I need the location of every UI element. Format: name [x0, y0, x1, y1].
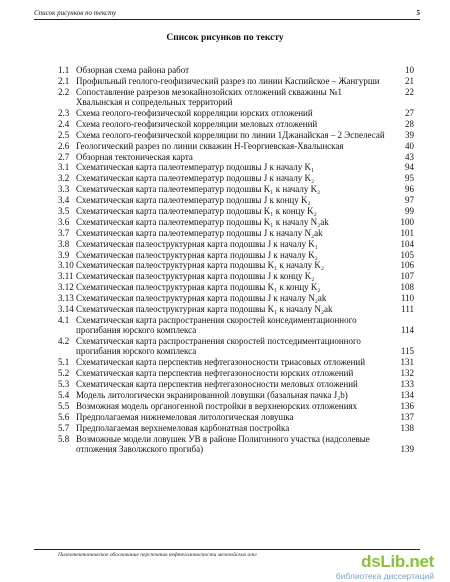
entry-number: 2.7 [58, 151, 70, 162]
entry-number: 5.3 [58, 379, 70, 390]
entry-number: 5.4 [58, 389, 70, 400]
entry-number: 3.12 [58, 282, 74, 293]
toc-entry [58, 119, 414, 129]
entry-number: 1.1 [58, 65, 70, 75]
entry-page: 131 [400, 357, 414, 368]
entry-title: Профильный геолого-геофизический разрез по линии Каспийское – Жангурши [76, 75, 380, 86]
running-footer: Палеотектоническое обоснование перспектив нефтегазоносности мезозойских отл [58, 552, 257, 558]
watermark [361, 552, 434, 572]
entry-title: Схематическая палеоструктурная карта подошвы J к началу K₁ [76, 238, 318, 249]
entry-number: 3.8 [58, 238, 70, 249]
entry-page: 21 [405, 75, 414, 86]
entry-page: 136 [400, 400, 414, 411]
entry-number: 4.2 [58, 336, 70, 347]
entry-title: Схематическая палеоструктурная карта подошвы J к концу K₂ [76, 271, 315, 282]
entry-title: Схематическая палеоструктурная карта подошвы K₁ к началу K₂ [76, 260, 325, 271]
toc-entry [58, 434, 414, 455]
toc-entry [58, 423, 414, 433]
entry-page: 94 [405, 162, 414, 173]
entry-number: 3.9 [58, 249, 70, 260]
entry-page: 110 [400, 293, 414, 304]
toc-entry [58, 141, 414, 151]
entry-page: 10 [405, 65, 414, 75]
entry-title: Схематическая палеоструктурная карта подошвы K₁ к началу N₂ak [76, 304, 333, 314]
entry-page: 28 [405, 118, 414, 129]
entry-title: Предполагаемая верхнемеловая карбонатная постройка [76, 422, 290, 433]
toc-entry [58, 76, 414, 86]
entry-number: 3.2 [58, 173, 70, 184]
toc-entry [58, 228, 414, 238]
entry-number: 3.14 [58, 304, 74, 314]
toc-entry [58, 108, 414, 118]
entry-page: 40 [405, 140, 414, 151]
toc-entry [58, 315, 414, 336]
entry-title: Геологический разрез по линии скважин Н-Георгиевская-Хвалынская [76, 140, 344, 151]
entry-page: 115 [400, 346, 414, 357]
toc-entry [58, 239, 414, 249]
entry-title: Схематическая карта палеотемператур подошвы K₁ к началу N₂ak [76, 216, 329, 227]
entry-page: 114 [400, 325, 414, 336]
entry-number: 5.5 [58, 400, 70, 411]
entry-number: 3.7 [58, 227, 70, 238]
watermark-subtitle: библиотека диссертаций [335, 571, 434, 581]
toc-entry [58, 260, 414, 270]
entry-number: 4.1 [58, 314, 70, 325]
footer-divider [34, 549, 420, 550]
entry-title: Возможные модели ловушек УВ в районе Полигонного участка (надсолевые отложения Заволжского прогиба) [76, 433, 370, 454]
watermark-logo: dsLib.net [361, 552, 434, 571]
entry-number: 5.7 [58, 422, 70, 433]
toc-entry [58, 282, 414, 292]
entry-page: 43 [405, 151, 414, 162]
entry-number: 3.4 [58, 195, 70, 206]
entry-title: Схема геолого-геофизической корреляции меловых отложений [76, 118, 318, 129]
entry-number: 3.5 [58, 205, 70, 216]
toc-entry [58, 379, 414, 389]
entry-page: 104 [400, 238, 414, 249]
entry-page: 97 [405, 195, 414, 206]
entry-title: Сопоставление разрезов мезокайнозойских отложений скважины №1 Хвалынская и сопредельных территорий [76, 86, 343, 108]
entry-page: 137 [400, 411, 414, 422]
entry-number: 3.13 [58, 293, 74, 304]
toc-entry [58, 87, 414, 108]
toc-entry [58, 401, 414, 411]
toc-entry [58, 184, 414, 194]
entry-title: Схематическая палеоструктурная карта подошвы J к началу N₂ak [76, 293, 327, 304]
toc-entry [58, 390, 414, 400]
entry-number: 2.1 [58, 75, 70, 86]
entry-number: 2.4 [58, 118, 70, 129]
entry-page: 27 [405, 107, 414, 118]
entry-title: Схематическая карта перспектив нефтегазоносности триасовых отложений [76, 357, 366, 368]
entry-title: Схематическая карта перспектив нефтегазоносности юрских отложений [76, 368, 354, 379]
toc-entry [58, 250, 414, 260]
entry-number: 5.6 [58, 411, 70, 422]
toc-entry [58, 412, 414, 422]
toc-entry [58, 195, 414, 205]
toc-entry [58, 206, 414, 216]
toc-entry [58, 217, 414, 227]
toc-entry [58, 162, 414, 172]
toc-entry [58, 368, 414, 378]
toc-entry [58, 152, 414, 162]
running-title: Список рисунков по тексту [34, 9, 117, 17]
entry-title: Схематическая карта палеотемператур подошвы K₁ к концу K₂ [76, 205, 317, 216]
entry-number: 3.11 [58, 271, 74, 282]
entry-title: Схема геолого-геофизической корреляции по линии 1Джанайская – 2 Эспелесай [76, 129, 385, 140]
toc-entry [58, 357, 414, 367]
entry-number: 3.6 [58, 216, 70, 227]
entry-number: 2.5 [58, 129, 70, 140]
toc-entry [58, 304, 414, 314]
figure-list [58, 65, 414, 455]
entry-number: 3.3 [58, 184, 70, 195]
entry-number: 2.3 [58, 107, 70, 118]
entry-page: 101 [400, 227, 414, 238]
entry-page: 138 [400, 422, 414, 433]
entry-title: Схематическая карта палеотемператур подошвы J к концу K₂ [76, 195, 311, 206]
entry-page: 108 [400, 282, 414, 293]
entry-page: 132 [400, 368, 414, 379]
entry-page: 111 [401, 304, 414, 314]
entry-page: 105 [400, 249, 414, 260]
entry-title: Схематическая палеоструктурная карта подошвы J к началу K₂ [76, 249, 318, 260]
entry-page: 22 [405, 86, 414, 97]
entry-title: Схематическая карта распространения скоростей постседиментационного прогибания юрского комплекса [76, 336, 361, 357]
entry-page: 96 [405, 184, 414, 195]
entry-title: Обзорная схема района работ [76, 65, 190, 75]
entry-title: Схематическая карта перспектив нефтегазоносности меловых отложений [76, 379, 358, 390]
toc-entry [58, 130, 414, 140]
entry-title: Схематическая карта палеотемператур подошвы K₁ к началу K₂ [76, 184, 321, 195]
entry-page: 134 [400, 389, 414, 400]
running-header [34, 9, 420, 20]
page-title: Список рисунков по тексту [166, 33, 284, 43]
entry-title: Обзорная тектоническая карта [76, 151, 193, 162]
entry-number: 3.10 [58, 260, 74, 271]
toc-entry [58, 65, 414, 75]
entry-number: 2.2 [58, 86, 70, 97]
toc-entry [58, 336, 414, 357]
entry-title: Возможная модель органогенной постройки в верхнеюрских отложениях [76, 400, 358, 411]
entry-page: 133 [400, 379, 414, 390]
entry-page: 107 [400, 271, 414, 282]
entry-page: 95 [405, 173, 414, 184]
entry-title: Предполагаемая нижнемеловая литологическая ловушка [76, 411, 294, 422]
entry-number: 2.6 [58, 140, 70, 151]
entry-title: Схематическая карта распространения скоростей конседиментационного прогибания юрского комплекса [76, 314, 357, 336]
entry-title: Модель литологически экранированной ловушки (базальная пачка J₂b) [76, 389, 348, 400]
entry-title: Схематическая карта палеотемператур подошвы J к началу K₂ [76, 173, 315, 184]
toc-entry [58, 271, 414, 281]
entry-page: 99 [405, 205, 414, 216]
entry-title: Схематическая палеоструктурная карта подошвы K₁ к концу K₂ [76, 282, 321, 293]
entry-page: 100 [400, 216, 414, 227]
toc-entry [58, 293, 414, 303]
toc-entry [58, 173, 414, 183]
entry-title: Схема геолого-геофизической корреляции юрских отложений [76, 107, 313, 118]
entry-title: Схематическая карта палеотемператур подошвы J к началу K₁ [76, 162, 315, 173]
page-number: 5 [416, 9, 420, 17]
entry-number: 3.1 [58, 162, 70, 173]
entry-title: Схематическая карта палеотемператур подошвы J к началу N₂ak [76, 227, 323, 238]
entry-number: 5.8 [58, 433, 70, 444]
entry-page: 106 [400, 260, 414, 271]
entry-number: 5.1 [58, 357, 70, 368]
entry-page: 39 [405, 129, 414, 140]
entry-number: 5.2 [58, 368, 70, 379]
entry-page: 139 [400, 443, 414, 454]
